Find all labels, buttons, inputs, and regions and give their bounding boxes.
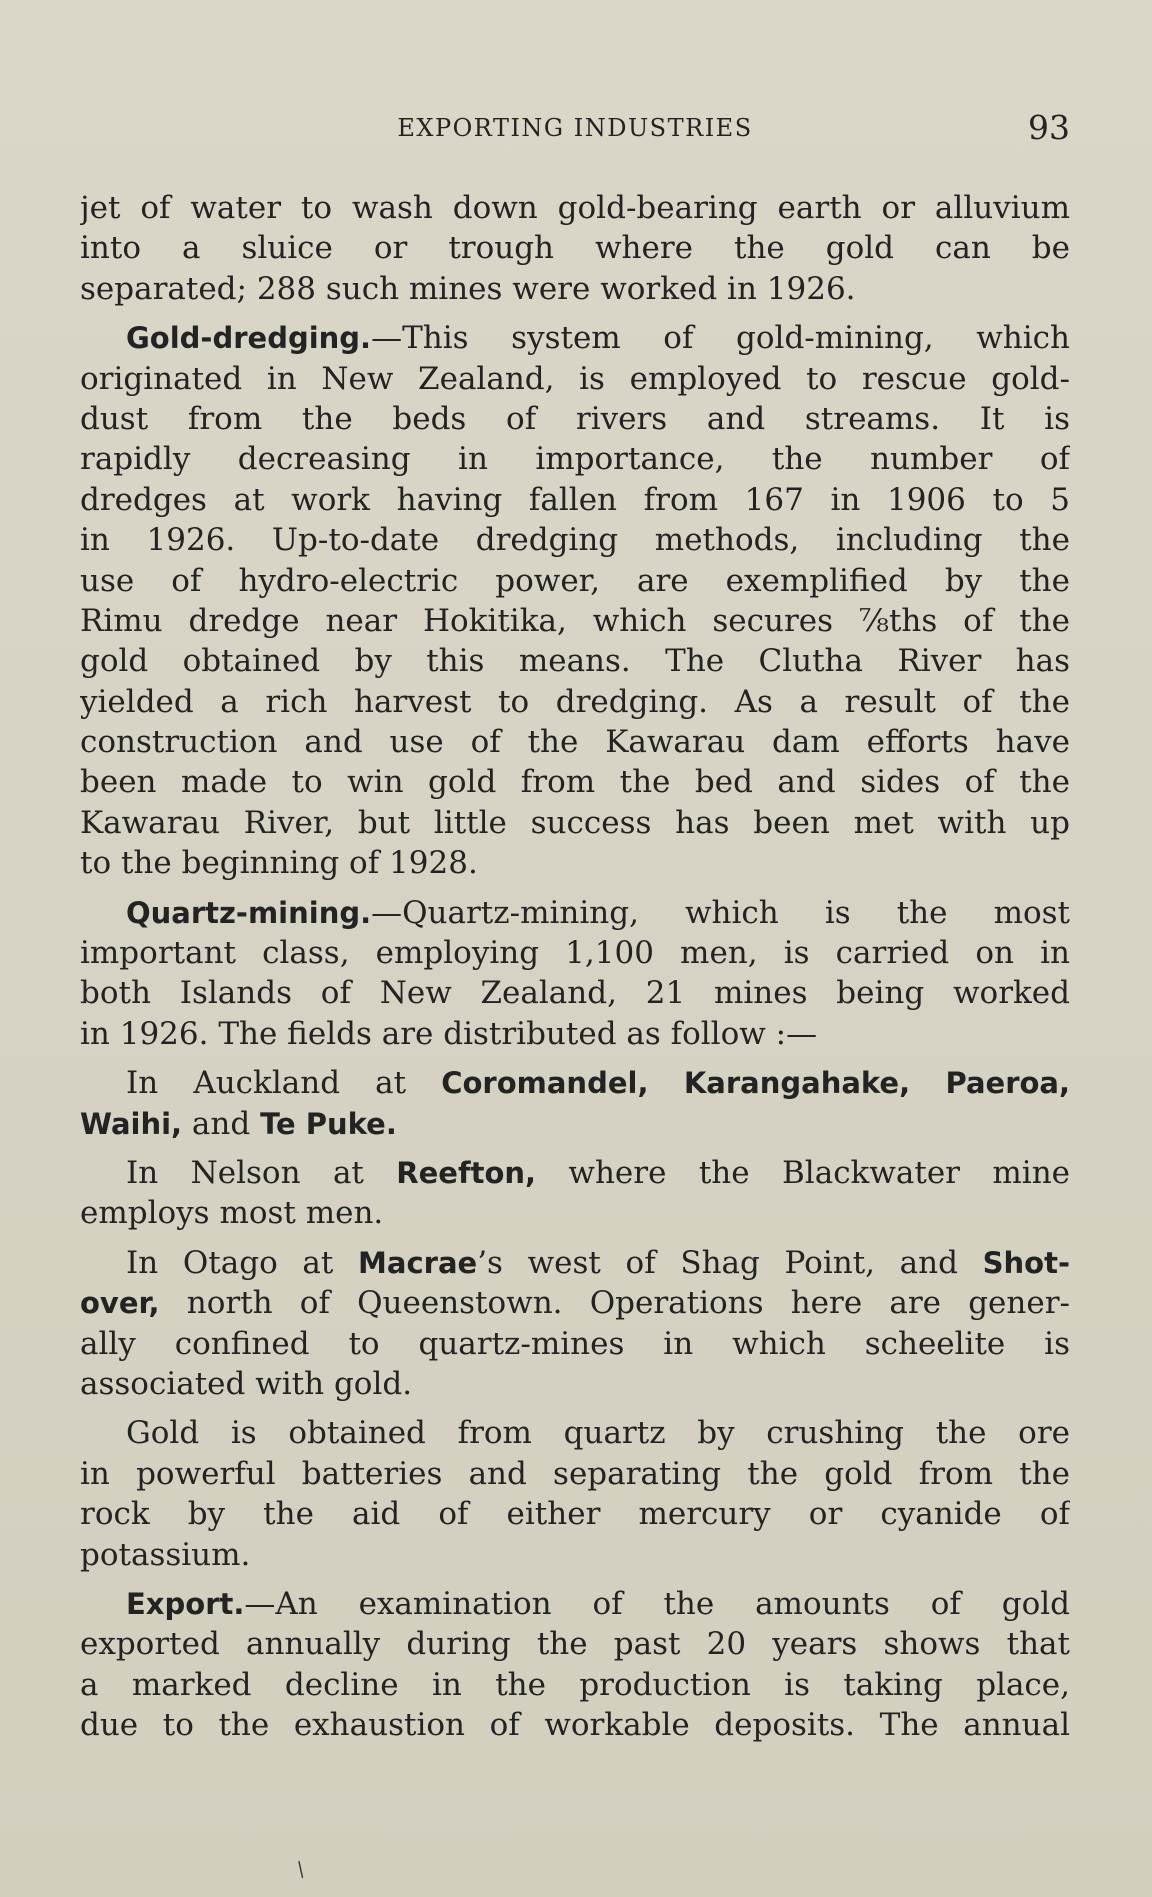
text-line: construction and use of the Kawarau dam efforts have	[80, 724, 1070, 761]
text-line: exported annually during the past 20 years shows that	[80, 1626, 1070, 1663]
running-head	[80, 108, 1070, 148]
place-names: Coromandel, Karangahake, Paeroa,	[441, 1066, 1070, 1101]
text-line	[80, 1104, 1070, 1144]
text-line: rock by the aid of either mercury or cyanide of	[80, 1496, 1070, 1533]
text-line	[80, 1584, 1070, 1624]
place-name: Te Puke.	[260, 1106, 397, 1141]
page-number: 93	[1028, 108, 1070, 147]
text-line: in 1926. Up-to-date dredging methods, including the	[80, 522, 1070, 559]
text-line	[80, 318, 1070, 358]
text-line: originated in New Zealand, is employed to rescue gold-	[80, 360, 1070, 397]
body-text	[80, 188, 1070, 1745]
place-name: Macrae	[358, 1245, 478, 1280]
running-title: EXPORTING INDUSTRIES	[397, 114, 753, 142]
text-run: —This system of gold-mining, which	[371, 320, 1070, 357]
section-heading-export: Export.	[126, 1586, 245, 1621]
pencil-mark-icon: /	[291, 1856, 310, 1882]
text-run: north of Queenstown. Operations here are gener-	[159, 1285, 1070, 1322]
text-line: associated with gold.	[80, 1365, 413, 1402]
text-run: —An examination of the amounts of gold	[244, 1585, 1070, 1622]
text-run: —Quartz-mining, which is the most	[371, 894, 1070, 931]
text-line: Kawarau River, but little success has been met with up	[80, 804, 1070, 841]
text-line: dust from the beds of rivers and streams. It is	[80, 400, 1070, 437]
section-heading-gold-dredging: Gold-dredging.	[126, 321, 372, 356]
text-line	[80, 1063, 1070, 1103]
text-run: In Auckland at	[126, 1065, 442, 1102]
text-line: ally confined to quartz-mines in which scheelite is	[80, 1325, 1070, 1362]
text-run: where the Blackwater mine	[536, 1154, 1070, 1191]
section-heading-quartz-mining: Quartz-mining.	[126, 895, 372, 930]
text-line: into a sluice or trough where the gold can be	[80, 230, 1070, 267]
text-line	[80, 893, 1070, 933]
text-line: dredges at work having fallen from 167 in 1906 to 5	[80, 481, 1070, 518]
text-line: both Islands of New Zealand, 21 mines being worked	[80, 975, 1070, 1012]
text-line: potassium.	[80, 1536, 251, 1573]
text-line	[80, 1283, 1070, 1323]
place-name: over,	[80, 1286, 160, 1321]
text-line: employs most men.	[80, 1195, 384, 1232]
text-line	[80, 1243, 1070, 1283]
text-line: due to the exhaustion of workable deposits. The annual	[80, 1707, 1070, 1744]
text-line: gold obtained by this means. The Clutha River has	[80, 643, 1070, 680]
place-name: Waihi,	[80, 1106, 183, 1141]
text-run: In Otago at	[126, 1244, 359, 1281]
text-line: a marked decline in the production is taking place,	[80, 1666, 1070, 1703]
text-line: to the beginning of 1928.	[80, 845, 478, 882]
place-name: Reefton,	[396, 1155, 537, 1190]
text-line: rapidly decreasing in importance, the number of	[80, 441, 1070, 478]
text-run: ’s west of Shag Point, and	[477, 1244, 983, 1281]
text-run: and	[182, 1105, 261, 1142]
text-line: use of hydro-electric power, are exemplified by the	[80, 562, 1070, 599]
text-line: Gold is obtained from quartz by crushing the ore	[126, 1415, 1070, 1452]
text-line: in powerful batteries and separating the gold from the	[80, 1455, 1070, 1492]
text-line: in 1926. The fields are distributed as follow :—	[80, 1015, 818, 1052]
text-line: separated; 288 such mines were worked in 1926.	[80, 270, 856, 307]
place-name: Shot-	[982, 1245, 1070, 1280]
text-line: important class, employing 1,100 men, is carried on in	[80, 935, 1070, 972]
text-line	[80, 1153, 1070, 1193]
text-run: In Nelson at	[126, 1154, 397, 1191]
text-line: been made to win gold from the bed and sides of the	[80, 764, 1070, 801]
text-line: Rimu dredge near Hokitika, which secures ⅞ths of the	[80, 602, 1070, 639]
text-line: jet of water to wash down gold-bearing earth or alluvium	[80, 190, 1070, 226]
text-line: yielded a rich harvest to dredging. As a result of the	[80, 683, 1070, 720]
